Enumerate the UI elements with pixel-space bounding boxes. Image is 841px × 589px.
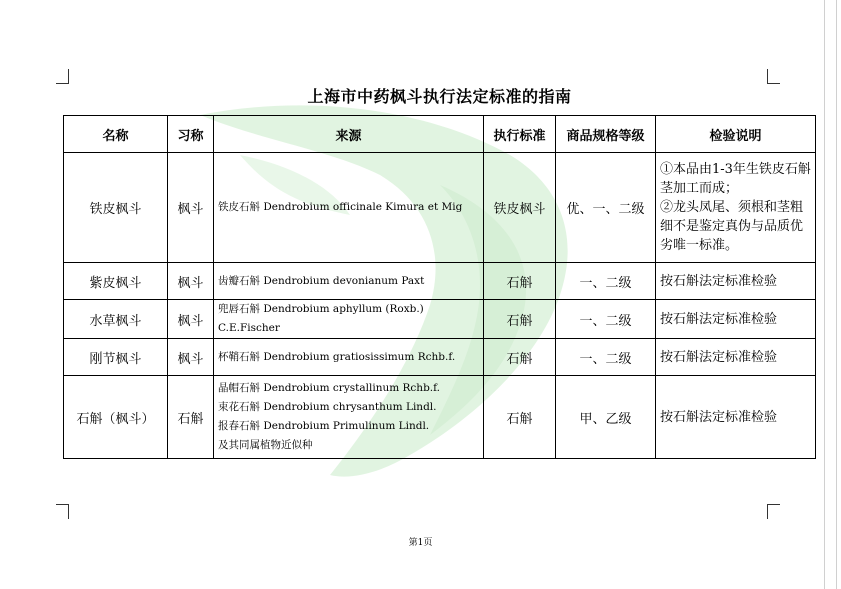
source-line: 晶帽石斛 Dendrobium crystallinum Rchb.f. <box>218 382 440 394</box>
cell-standard: 石斛 <box>484 300 556 339</box>
cell-name: 紫皮枫斗 <box>64 263 168 300</box>
document-title: 上海市中药枫斗执行法定标准的指南 <box>307 87 572 106</box>
cell-source <box>214 376 484 459</box>
table-header-row <box>64 116 816 153</box>
cell-alias: 石斛 <box>168 376 214 459</box>
cell-grade: 优、一、二级 <box>556 153 656 263</box>
cell-notes <box>656 153 816 263</box>
cell-grade: 一、二级 <box>556 339 656 376</box>
cell-source <box>214 263 484 300</box>
cell-name: 水草枫斗 <box>64 300 168 339</box>
cell-standard: 石斛 <box>484 339 556 376</box>
source-line: 及其同属植物近似种 <box>218 439 313 451</box>
source-line: 杯鞘石斛 Dendrobium gratiosissimum Rchb.f. <box>218 350 456 363</box>
note-line: ①本品由1-3年生铁皮石斛茎加工而成； <box>660 162 811 196</box>
cell-grade: 一、二级 <box>556 300 656 339</box>
cell-source <box>214 153 484 263</box>
cell-name: 石斛（枫斗） <box>64 376 168 459</box>
cell-source <box>214 300 484 339</box>
cell-alias: 枫斗 <box>168 263 214 300</box>
cell-standard: 铁皮枫斗 <box>484 153 556 263</box>
cell-alias: 枫斗 <box>168 339 214 376</box>
header-standard: 执行标准 <box>484 116 556 153</box>
cell-alias: 枫斗 <box>168 153 214 263</box>
cell-notes: 按石斛法定标准检验 <box>656 300 816 339</box>
table-row <box>64 263 816 300</box>
header-name: 名称 <box>64 116 168 153</box>
cell-name: 铁皮枫斗 <box>64 153 168 263</box>
page-edge-line <box>836 0 837 589</box>
crop-mark-bottom-right <box>767 504 780 519</box>
header-notes: 检验说明 <box>656 116 816 153</box>
header-source: 来源 <box>214 116 484 153</box>
table-row <box>64 300 816 339</box>
header-grade: 商品规格等级 <box>556 116 656 153</box>
source-line: 兜唇石斛 Dendrobium aphyllum (Roxb.) C.E.Fischer <box>218 303 424 334</box>
source-line: 束花石斛 Dendrobium chrysanthum Lindl. <box>218 401 437 413</box>
crop-mark-top-left <box>56 69 69 84</box>
cell-grade: 甲、乙级 <box>556 376 656 459</box>
cell-notes: 按石斛法定标准检验 <box>656 376 816 459</box>
source-line: 齿瓣石斛 Dendrobium devonianum Paxt <box>218 274 425 287</box>
cell-notes: 按石斛法定标准检验 <box>656 263 816 300</box>
cell-source <box>214 339 484 376</box>
cell-name: 刚节枫斗 <box>64 339 168 376</box>
cell-standard: 石斛 <box>484 263 556 300</box>
cell-alias: 枫斗 <box>168 300 214 339</box>
crop-mark-bottom-left <box>56 504 69 519</box>
cell-grade: 一、二级 <box>556 263 656 300</box>
header-alias: 习称 <box>168 116 214 153</box>
table-row <box>64 153 816 263</box>
table-row <box>64 376 816 459</box>
note-line: ②龙头凤尾、须根和茎粗细不是鉴定真伪与品质优劣唯一标准。 <box>660 200 804 253</box>
table-row <box>64 339 816 376</box>
cell-standard: 石斛 <box>484 376 556 459</box>
standards-table <box>63 115 816 459</box>
crop-mark-top-right <box>767 69 780 84</box>
page-edge-line <box>824 0 825 589</box>
source-line: 铁皮石斛 Dendrobium officinale Kimura et Mig <box>218 201 463 213</box>
cell-notes: 按石斛法定标准检验 <box>656 339 816 376</box>
page-footer: 第1页 <box>408 538 433 548</box>
source-line: 报春石斛 Dendrobium Primulinum Lindl. <box>218 420 430 432</box>
